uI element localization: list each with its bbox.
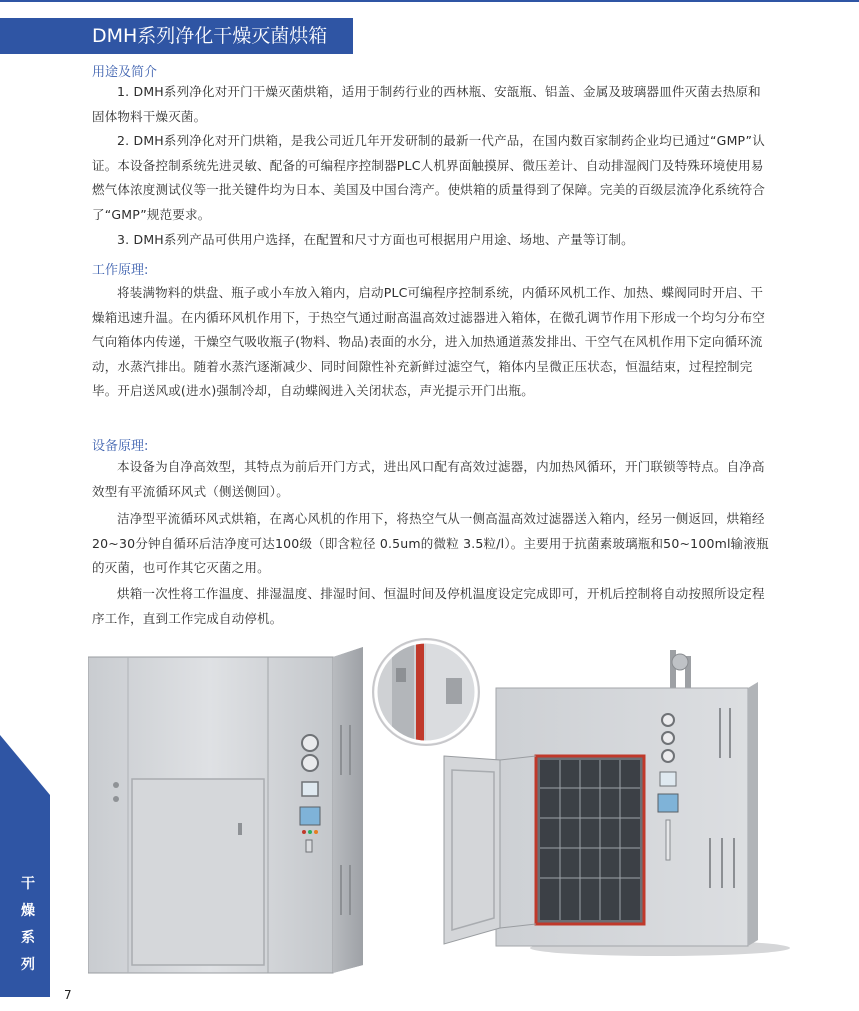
side-tab-char-3: 系 <box>21 930 35 946</box>
equipment-paragraph-1: 本设备为自净高效型，其特点为前后开门方式，进出风口配有高效过滤器，内加热风循环，开门联锁等特点。自净高效型有平流循环风式（侧送侧回）。 <box>92 459 765 499</box>
top-rule <box>0 0 859 2</box>
equipment-paragraph-3: 烘箱一次性将工作温度、排湿温度、排湿时间、恒温时间及停机温度设定完成即可，开机后控制将自动按照所设定程序工作，直到工作完成自动停机。 <box>92 586 765 626</box>
equipment-paragraph-2: 洁净型平流循环风式烘箱，在离心风机的作用下，将热空气从一侧高温高效过滤器送入箱内，经另一侧返回，烘箱经20~30分钟自循环后洁净度可达100级（即含粒径 0.5um的微粒 3.5粒/l）。主要用于抗菌素玻璃瓶和50~100ml输液瓶的灭菌，也可作其它灭菌之用。 <box>92 511 769 575</box>
usage-paragraph-2: 2. DMH系列净化对开门烘箱，是我公司近几年开发研制的最新一代产品，在国内数百家制药企业均已通过“GMP”认证。本设备控制系统先进灵敏、配备的可编程序控制器PLC人机界面触摸屏、微压差计、自动排湿阀门及特殊环境使用易燃气体浓度测试仪等一批关键件均为日本、美国及中国台湾产。使烘箱的质量得到了保障。完美的百级层流净化系统符合了“GMP”规范要求。 <box>92 133 766 222</box>
page-title: DMH系列净化干燥灭菌烘箱 <box>0 18 353 54</box>
section-heading-equipment: 设备原理: <box>92 439 149 454</box>
section-heading-principle: 工作原理: <box>92 263 149 278</box>
usage-paragraph-1: 1. DMH系列净化对开门干燥灭菌烘箱，适用于制药行业的西林瓶、安瓿瓶、铝盖、金属及玻璃器皿件灭菌去热原和固体物料干燥灭菌。 <box>92 84 761 124</box>
side-tab-char-2: 燥 <box>21 903 35 919</box>
oven-closed-image <box>88 645 363 979</box>
section-heading-usage: 用途及简介 <box>92 65 158 80</box>
page-number: 7 <box>64 988 72 1002</box>
side-tab-char-1: 干 <box>21 876 35 892</box>
oven-open-image <box>440 648 790 962</box>
usage-paragraph-3: 3. DMH系列产品可供用户选择，在配置和尺寸方面也可根据用户用途、场地、产量等订制。 <box>117 232 634 247</box>
side-tab-char-4: 列 <box>21 957 35 973</box>
principle-paragraph-1: 将装满物料的烘盘、瓶子或小车放入箱内，启动PLC可编程序控制系统，内循环风机工作、加热、蝶阀同时开启、干燥箱迅速升温。在内循环风机作用下，于热空气通过耐高温高效过滤器进入箱体，在微孔调节作用下形成一个均匀分布空气向箱体内传递，干燥空气吸收瓶子(物料、物品)表面的水分，进入加热通道蒸发排出、干空气在风机作用下定向循环流动，水蒸汽排出。随着水蒸汽逐渐减少、同时间隙性补充新鲜过滤空气，箱体内呈微正压状态，恒温结束，过程控制完毕。开启送风或(进水)强制冷却，自动蝶阀进入关闭状态，声光提示开门出瓶。 <box>92 285 766 398</box>
